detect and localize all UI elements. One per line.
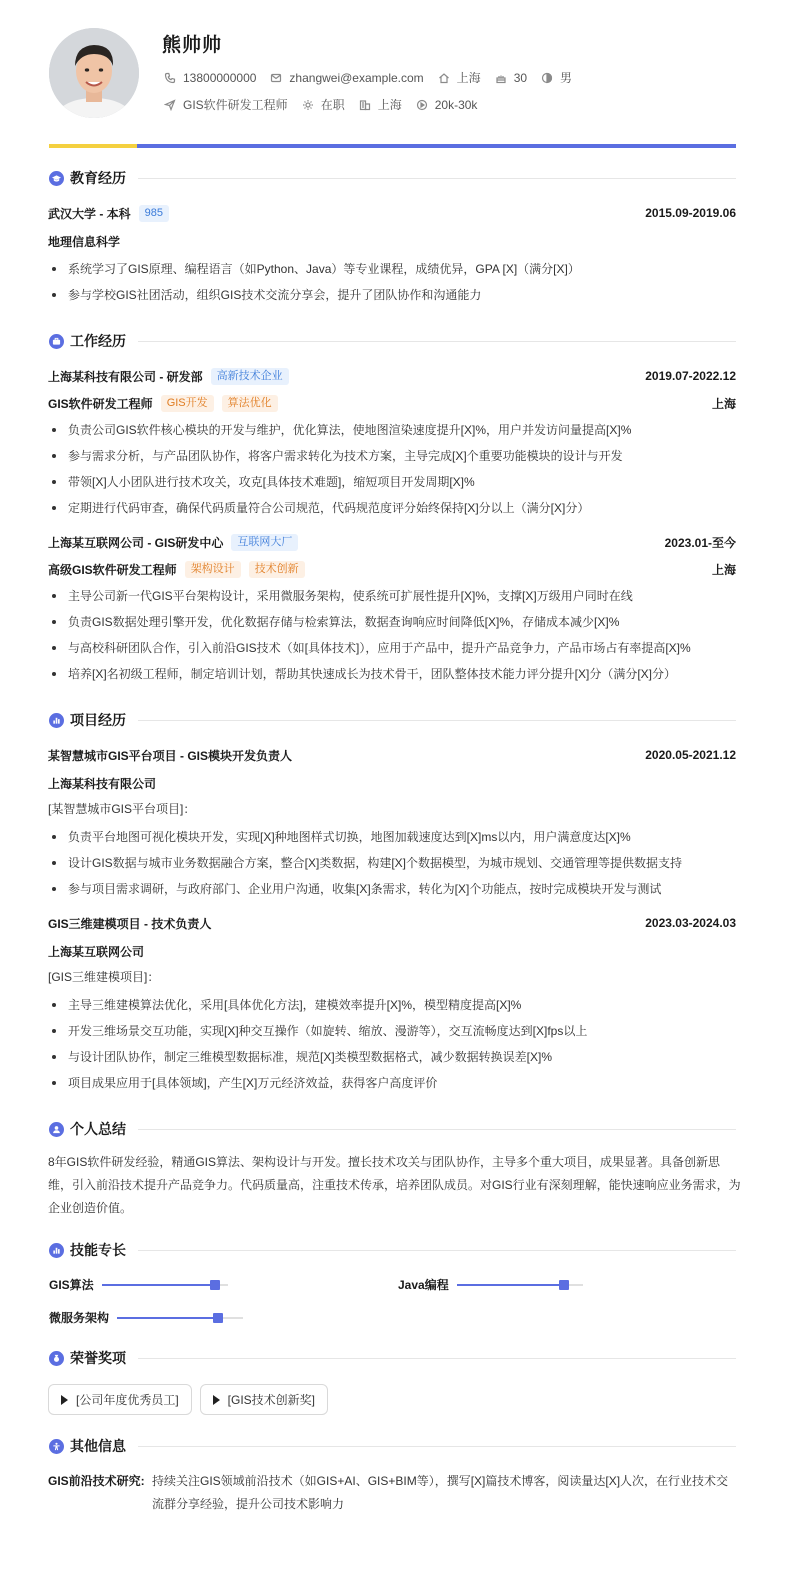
skill-name: 微服务架构 bbox=[49, 1311, 110, 1325]
major: 地理信息科学 bbox=[48, 235, 121, 249]
other-text bbox=[152, 1470, 736, 1516]
company-tag: 互联网大厂 bbox=[231, 534, 298, 551]
job-intent-row bbox=[164, 96, 491, 113]
age-text: 30 bbox=[513, 70, 528, 85]
list-item: 带领[X]人小团队进行技术攻关，攻克[具体技术难题]，缩短项目开发周期[X]% bbox=[48, 469, 736, 495]
summary-section bbox=[48, 1118, 741, 1220]
list-item: 负责GIS数据处理引擎开发，优化数据存储与检索算法，数据查询响应时间降低[X]%，存储成本减少[X]% bbox=[48, 609, 736, 635]
skill-item bbox=[49, 1276, 228, 1293]
section-divider bbox=[138, 1446, 736, 1447]
section-divider bbox=[138, 1358, 736, 1359]
city-text: 上海 bbox=[456, 71, 481, 85]
project-bullets bbox=[48, 824, 736, 902]
briefcase-icon bbox=[49, 334, 64, 349]
phone-text: 13800000000 bbox=[183, 70, 257, 85]
graduation-cap-icon bbox=[49, 171, 64, 186]
project-date: 2020.05-2021.12 bbox=[645, 748, 736, 762]
awards-title: 荣誉奖项 bbox=[70, 1350, 126, 1366]
section-divider bbox=[138, 1129, 736, 1130]
award-chip bbox=[48, 1384, 192, 1415]
education-date: 2015.09-2019.06 bbox=[645, 206, 736, 220]
work-section bbox=[48, 330, 736, 687]
other-line: 流群分享经验，提升公司技术影响力 bbox=[152, 1497, 345, 1511]
summary-line: 8年GIS软件研发经验，精通GIS算法、架构设计与开发。擅长技术攻关与团队协作，主导多个重大项目，成果显著。具备创新思 bbox=[48, 1155, 721, 1169]
project-entry bbox=[48, 746, 736, 902]
header-accent-bar bbox=[49, 144, 736, 148]
projects-title: 项目经历 bbox=[70, 712, 126, 728]
job-entry bbox=[48, 367, 736, 521]
salary-item bbox=[416, 98, 478, 112]
list-item: 开发三维场景交互功能，实现[X]种交互操作（如旋转、缩放、漫游等），交互流畅度达到[X]fps以上 bbox=[48, 1018, 736, 1044]
position-item bbox=[164, 96, 288, 113]
company-name: 上海某互联网公司 - GIS研发中心 bbox=[48, 535, 224, 550]
resume-header bbox=[48, 0, 736, 150]
projects-section bbox=[48, 709, 736, 1096]
skill-bar bbox=[102, 1284, 228, 1286]
home-icon bbox=[438, 72, 450, 84]
phone-icon bbox=[164, 72, 176, 84]
skill-item bbox=[49, 1309, 243, 1326]
job-company-row bbox=[48, 533, 736, 551]
summary-line: 维，引入前沿技术提升产品竞争力。代码质量高，注重技术传承，培养团队成员。对GIS行业有深刻理解，能快速响应业务需求，为 bbox=[48, 1178, 741, 1192]
send-icon bbox=[164, 99, 176, 111]
skill-bar bbox=[457, 1284, 583, 1286]
target-city-text: 上海 bbox=[377, 98, 402, 112]
email-text: zhangwei@example.com bbox=[289, 70, 424, 85]
skill-bar-fill bbox=[117, 1317, 218, 1319]
role-tag: GIS开发 bbox=[161, 395, 214, 412]
project-intro: [GIS三维建模项目]： bbox=[48, 970, 160, 984]
awards-section bbox=[48, 1347, 736, 1415]
list-item: 与设计团队协作，制定三维模型数据标准，规范[X]类模型数据格式，减少数据转换误差[X]% bbox=[48, 1044, 736, 1070]
job-date: 2023.01-至今 bbox=[664, 535, 736, 550]
list-item: 负责公司GIS软件核心模块的开发与维护，优化算法，使地图渲染速度提升[X]%，用户并发访问量提高[X]% bbox=[48, 417, 736, 443]
skills-header bbox=[48, 1239, 736, 1261]
job-role-row bbox=[48, 394, 736, 412]
education-header bbox=[48, 167, 736, 189]
phone-item bbox=[164, 71, 256, 85]
project-date: 2023.03-2024.03 bbox=[645, 916, 736, 930]
role-tag: 技术创新 bbox=[249, 561, 305, 578]
projects-header bbox=[48, 709, 736, 731]
job-bullets bbox=[48, 583, 736, 687]
settings-icon bbox=[302, 99, 314, 111]
list-item: 项目成果应用于[具体领域]，产生[X]万元经济效益，获得客户高度评价 bbox=[48, 1070, 736, 1096]
project-name: 某智慧城市GIS平台项目 - GIS模块开发负责人 bbox=[48, 748, 293, 763]
project-company: 上海某互联网公司 bbox=[48, 945, 145, 959]
list-item: 培养[X]名初级工程师，制定培训计划，帮助其快速成长为技术骨干，团队整体技术能力评分提升[X]分（满分[X]分） bbox=[48, 661, 736, 687]
skills-title: 技能专长 bbox=[70, 1242, 126, 1258]
company-name: 上海某科技有限公司 - 研发部 bbox=[48, 369, 203, 384]
job-bullets bbox=[48, 417, 736, 521]
role-tag: 算法优化 bbox=[222, 395, 278, 412]
education-title: 教育经历 bbox=[70, 170, 126, 186]
bar-chart-icon bbox=[49, 713, 64, 728]
list-item: 参与学校GIS社团活动，组织GIS技术交流分享会，提升了团队协作和沟通能力 bbox=[48, 282, 736, 308]
job-role: 高级GIS软件研发工程师 bbox=[48, 562, 177, 577]
email-item bbox=[270, 71, 423, 85]
age-item bbox=[495, 71, 527, 85]
section-divider bbox=[138, 1250, 736, 1251]
education-section bbox=[48, 167, 736, 308]
gender-text: 男 bbox=[560, 71, 573, 85]
list-item: 系统学习了GIS原理、编程语言（如Python、Java）等专业课程，成绩优异，GPA [X]（满分[X]） bbox=[48, 256, 736, 282]
section-divider bbox=[138, 341, 736, 342]
mail-icon bbox=[270, 72, 282, 84]
role-tag: 架构设计 bbox=[185, 561, 241, 578]
education-row bbox=[48, 204, 736, 222]
cake-icon bbox=[495, 72, 507, 84]
accessibility-icon bbox=[49, 1439, 64, 1454]
avatar bbox=[49, 28, 139, 118]
award-chip bbox=[200, 1384, 328, 1415]
skill-bar-knob bbox=[213, 1313, 223, 1323]
other-section bbox=[48, 1435, 736, 1516]
position-text: GIS软件研发工程师 bbox=[183, 98, 288, 112]
section-divider bbox=[138, 720, 736, 721]
project-name: GIS三维建模项目 - 技术负责人 bbox=[48, 916, 212, 931]
job-location: 上海 bbox=[711, 562, 736, 577]
candidate-name: 熊帅帅 bbox=[162, 35, 223, 56]
skill-bar-knob bbox=[210, 1280, 220, 1290]
project-name-row bbox=[48, 914, 736, 932]
contact-row bbox=[164, 69, 586, 86]
company-tag: 高新技术企业 bbox=[211, 368, 289, 385]
education-bullets bbox=[48, 256, 736, 308]
project-intro: [某智慧城市GIS平台项目]： bbox=[48, 802, 196, 816]
job-location: 上海 bbox=[711, 396, 736, 411]
school-tag: 985 bbox=[139, 205, 169, 222]
skill-bar bbox=[117, 1317, 243, 1319]
summary-title: 个人总结 bbox=[70, 1121, 126, 1137]
bar-chart-icon bbox=[49, 1243, 64, 1258]
gender-icon bbox=[541, 72, 553, 84]
skill-name: GIS算法 bbox=[49, 1278, 94, 1292]
play-icon bbox=[61, 1395, 68, 1405]
other-label: GIS前沿技术研究: bbox=[48, 1474, 145, 1488]
skills-section bbox=[48, 1239, 736, 1341]
job-role-row bbox=[48, 560, 736, 578]
job-company-row bbox=[48, 367, 736, 385]
project-company: 上海某科技有限公司 bbox=[48, 777, 157, 791]
awards-list bbox=[48, 1384, 736, 1415]
job-date: 2019.07-2022.12 bbox=[645, 369, 736, 383]
project-bullets bbox=[48, 992, 736, 1096]
award-text: [公司年度优秀员工] bbox=[76, 1393, 179, 1407]
list-item: 与高校科研团队合作，引入前沿GIS技术（如[具体技术]），应用于产品中，提升产品竞争力，产品市场占有率提高[X]% bbox=[48, 635, 736, 661]
city-item bbox=[438, 69, 481, 86]
gender-item bbox=[541, 69, 572, 86]
building-icon bbox=[359, 99, 371, 111]
list-item: 参与项目需求调研，与政府部门、企业用户沟通，收集[X]条需求，转化为[X]个功能点，按时完成模块开发与测试 bbox=[48, 876, 736, 902]
target-city-item bbox=[359, 96, 402, 113]
accent-bar-blue bbox=[137, 144, 736, 148]
skill-name: Java编程 bbox=[398, 1278, 449, 1292]
job-entry bbox=[48, 533, 736, 687]
other-title: 其他信息 bbox=[70, 1438, 126, 1454]
list-item: 设计GIS数据与城市业务数据融合方案，整合[X]类数据，构建[X]个数据模型，为城市规划、交通管理等提供数据支持 bbox=[48, 850, 736, 876]
project-name-row bbox=[48, 746, 736, 764]
awards-header bbox=[48, 1347, 736, 1369]
play-icon bbox=[213, 1395, 220, 1405]
project-entry bbox=[48, 914, 736, 1096]
salary-icon bbox=[416, 99, 428, 111]
medal-icon bbox=[49, 1351, 64, 1366]
work-title: 工作经历 bbox=[70, 333, 126, 349]
other-header bbox=[48, 1435, 736, 1457]
school-name: 武汉大学 - 本科 bbox=[48, 206, 131, 221]
summary-header bbox=[48, 1118, 736, 1140]
skill-bar-fill bbox=[102, 1284, 215, 1286]
list-item: 参与需求分析，与产品团队协作，将客户需求转化为技术方案，主导完成[X]个重要功能模块的设计与开发 bbox=[48, 443, 736, 469]
status-text: 在职 bbox=[320, 98, 345, 112]
list-item: 负责平台地图可视化模块开发，实现[X]种地图样式切换，地图加载速度达到[X]ms以内，用户满意度达[X]% bbox=[48, 824, 736, 850]
list-item: 主导三维建模算法优化，采用[具体优化方法]，建模效率提升[X]%，模型精度提高[X]% bbox=[48, 992, 736, 1018]
skill-item bbox=[398, 1276, 583, 1293]
status-item bbox=[302, 96, 345, 113]
skill-bar-knob bbox=[559, 1280, 569, 1290]
summary-text bbox=[48, 1151, 741, 1220]
other-entry bbox=[48, 1470, 736, 1516]
award-text: [GIS技术创新奖] bbox=[227, 1393, 316, 1407]
other-line: 持续关注GIS领域前沿技术（如GIS+AI、GIS+BIM等），撰写[X]篇技术博客，阅读量达[X]人次，在行业技术交 bbox=[152, 1474, 729, 1488]
job-role: GIS软件研发工程师 bbox=[48, 396, 153, 411]
section-divider bbox=[138, 178, 736, 179]
salary-text: 20k-30k bbox=[434, 97, 478, 112]
accent-bar-yellow bbox=[49, 144, 137, 148]
summary-line: 企业创造价值。 bbox=[48, 1201, 133, 1215]
user-icon bbox=[49, 1122, 64, 1137]
list-item: 主导公司新一代GIS平台架构设计，采用微服务架构，使系统可扩展性提升[X]%，支撑[X]万级用户同时在线 bbox=[48, 583, 736, 609]
skill-bar-fill bbox=[457, 1284, 564, 1286]
skills-list bbox=[48, 1261, 736, 1341]
list-item: 定期进行代码审查，确保代码质量符合公司规范，代码规范度评分始终保持[X]分以上（满分[X]分） bbox=[48, 495, 736, 521]
work-header bbox=[48, 330, 736, 352]
